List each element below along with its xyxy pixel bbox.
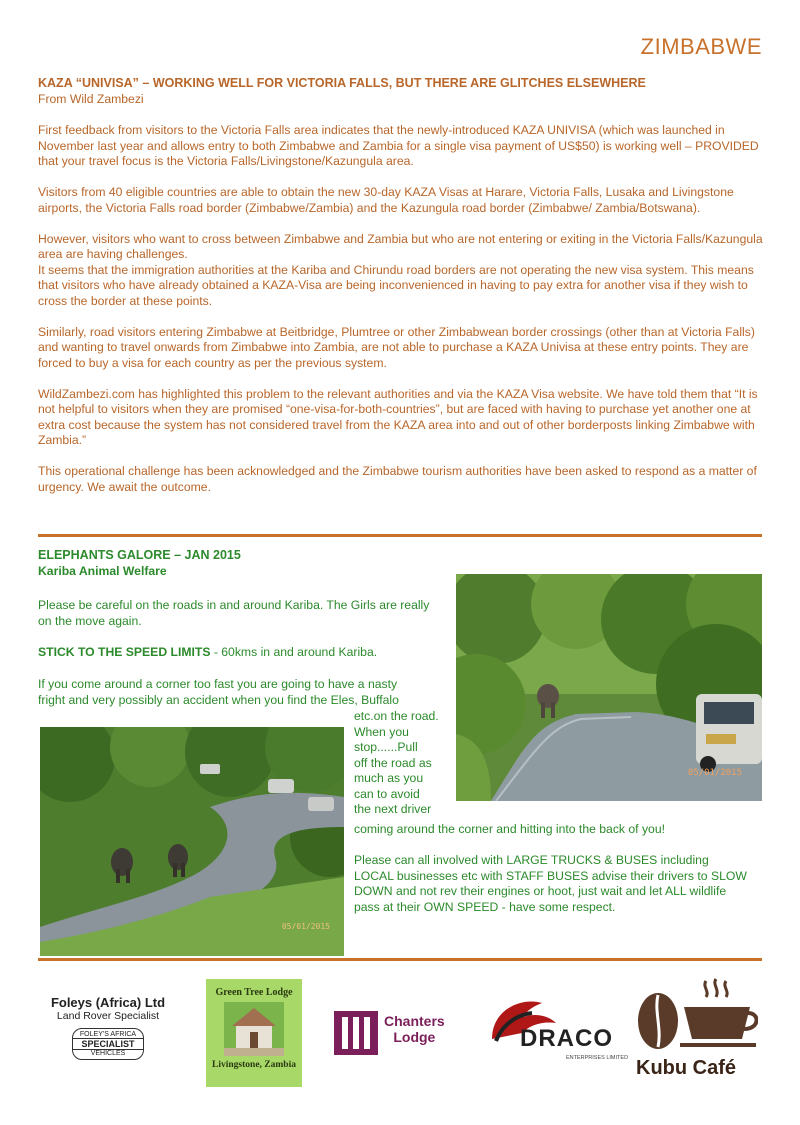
chanters-line1: Chanters [384,1013,445,1029]
draco-logo [478,987,629,1079]
photo-date-stamp: 05/01/2015 [687,767,742,778]
article-subtitle: Kariba Animal Welfare [38,563,167,578]
coffee-cup-icon [630,977,758,1055]
lodge-hut-icon [224,1002,284,1056]
foleys-logo [38,995,178,1075]
green-tree-lodge-logo [206,979,302,1087]
elephant-road-photo [456,574,762,801]
wrapped-column [354,709,464,818]
kubu-name: Kubu Café [636,1057,736,1079]
paragraph-line: fright and very possibly an accident when you find the Eles, Buffalo [38,693,399,707]
paragraph-line: etc.on the road. [354,709,439,723]
article-elephants-galore [38,548,762,958]
paragraph: Visitors from 40 eligible countries are able to obtain the new 30-day KAZA Visas at Harare, Victoria Falls, Lusaka and Livingstone airports, the Victoria Falls road border (Zimbabwe/Zambia) and the Kazungula road border (Zimbabwe/ Zambia/Botswana). [38,185,734,215]
elephants-winding-road-photo [40,727,344,956]
foleys-name: Foleys (Africa) Ltd [50,995,166,1010]
foleys-badge-top: FOLEY'S AFRICA [79,1031,137,1038]
paragraph: Similarly, road visitors entering Zimbabwe at Beitbridge, Plumtree or other Zimbabwean border crossings (other than at Victoria Falls) and wanting to travel onwards from Zimbabwe into Zambia, are not able to purchase a KAZA Univisa at these entry points. They are forced to buy a visa for each country as per the previous system. [38,324,755,370]
paragraph-line: the next driver [354,802,432,816]
paragraph: First feedback from visitors to the Victoria Falls area indicates that the newly-introduced KAZA UNIVISA (which was launched in November last year and allows entry to both Zimbabwe and Zambia for a single visa payment of US$50) is working well – PROVIDED that your travel focus is the Victoria Falls/Livingstone/Kazungula area. [38,123,759,168]
foleys-badge-bottom: VEHICLES [90,1050,126,1057]
elephant-shape [537,684,559,708]
article-title: ELEPHANTS GALORE – JAN 2015 [38,548,241,562]
paragraph: This operational challenge has been acknowledged and the Zimbabwe tourism authorities have been asked to respond as a matter of urgency. We await the outcome. [38,464,757,494]
paragraph: Please be careful on the roads in and around Kariba. The Girls are really on the move again. [38,598,430,628]
speed-limit-emphasis: STICK TO THE SPEED LIMITS [38,645,211,659]
speed-limit-text: - 60kms in and around Kariba. [210,645,378,659]
paragraph-line: much as you [354,771,424,785]
paragraph: However, visitors who want to cross between Zimbabwe and Zambia but who are not entering or exiting in the Victoria Falls/Kazungula area are having challenges. [38,231,763,261]
chanters-mark-icon [334,1011,378,1055]
green-tree-place: Livingstone, Zambia [212,1060,296,1070]
vehicle-shape [268,779,294,793]
foleys-tagline: Land Rover Specialist [56,1010,160,1022]
paragraph [38,645,443,661]
article-kaza-univisa [38,76,764,511]
article-title: KAZA “UNIVISA” – WORKING WELL FOR VICTORIA FALLS, BUT THERE ARE GLITCHES ELSEWHERE [38,76,646,90]
paragraph-line: off the road as [354,755,432,770]
chanters-line2: Lodge [393,1029,436,1045]
paragraph: It seems that the immigration authorities at the Kariba and Chirundu road borders are not operating the new visa system. This means that visitors who have already obtained a KAZA-Visa are being inconvenienced in having to pay extra for another visa if they wish to cross the border at these points. [38,262,754,308]
vehicle-shape [308,797,334,811]
photo-date-stamp: 05/01/2015 [281,921,330,931]
vehicle-shape [200,764,220,774]
foleys-badge-mid: SPECIALIST [73,1038,143,1050]
chanters-lodge-logo [334,1007,470,1059]
draco-name: DRACO [520,1025,613,1052]
paragraph: WildZambezi.com has highlighted this problem to the relevant authorities and via the KAZA Visa website. We have told them that “It is not helpful to visitors when they are promised “one-visa-for-both-countries”, but are faced with having to purchase yet another one at extra cost because the system has not considered travel from the KAZA area into and out of other borderposts linking Zimbabwe with Zambia.” [38,386,758,447]
section-divider [38,958,762,961]
paragraph-line: stop......Pull [354,740,418,754]
sponsor-logos [38,975,762,1090]
kubu-cafe-logo [630,977,762,1087]
green-tree-name: Green Tree Lodge [215,987,293,998]
section-divider [38,534,762,537]
page-title: ZIMBABWE [640,34,762,59]
paragraph-line: can to avoid [354,786,420,801]
article-source: From Wild Zambezi [38,91,144,106]
draco-tagline: ENTERPRISES LIMITED [566,1055,629,1061]
foleys-badge [72,1028,144,1060]
paragraph-line: coming around the corner and hitting into the back of you! [354,822,665,836]
paragraph-line: When you [354,724,409,739]
paragraph: Please can all involved with LARGE TRUCKS & BUSES including LOCAL businesses etc with STAFF BUSES advise their drivers to SLOW DOWN and not rev their engines or hoot, just wait and let ALL wildlife pass at their OWN SPEED - have some respect. [354,853,747,914]
chanters-name [384,1013,445,1045]
paragraph-line: If you come around a corner too fast you are going to have a nasty [38,677,398,691]
